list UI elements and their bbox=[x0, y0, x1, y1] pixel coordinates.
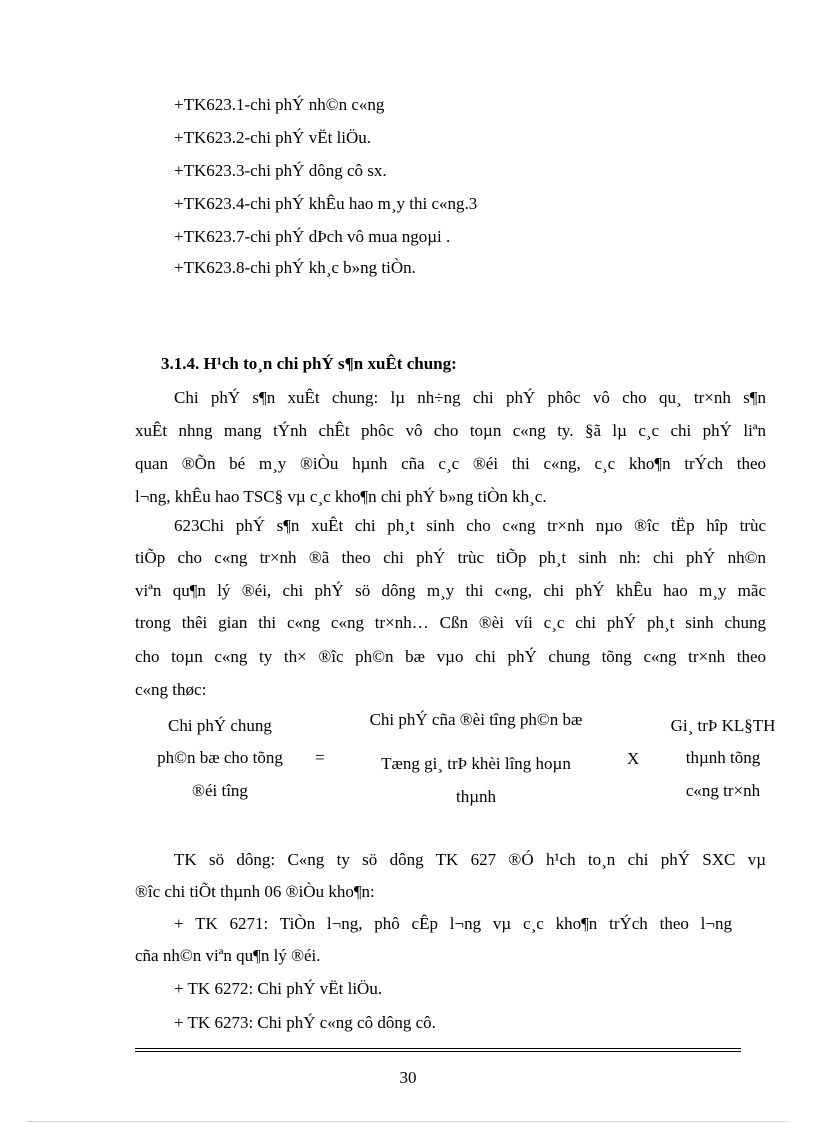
footer-rule-top bbox=[135, 1048, 741, 1049]
formula-right-line: Gi¸ trÞ KL§TH bbox=[670, 716, 776, 735]
formula-multiply-sign: X bbox=[627, 749, 640, 768]
formula-right-line: thµnh tõng bbox=[685, 748, 761, 767]
formula-left-line: ph©n bæ cho tõng bbox=[157, 748, 283, 767]
account-item: + TK 6273: Chi phÝ c«ng cô dông cô. bbox=[174, 1013, 436, 1032]
page-number: 30 bbox=[399, 1068, 417, 1087]
list-item: +TK623.2-chi phÝ vËt liÖu. bbox=[174, 128, 372, 147]
account-item: + TK 6271: TiÒn l¬ng, phô cÊp l¬ng vµ c¸c kho¶n trÝch theo l¬ng bbox=[174, 914, 732, 933]
formula-denominator-line: Tæng gi¸ trÞ khèi lîng hoµn bbox=[381, 754, 571, 773]
paragraph-line: ®îc chi tiÕt thµnh 06 ®iÒu kho¶n: bbox=[135, 882, 375, 901]
formula-right-line: c«ng tr×nh bbox=[685, 781, 761, 800]
paragraph-line: viªn qu¶n lý ®éi, chi phÝ sö dông m¸y thi c«ng, chi phÝ khÊu hao m¸y mãc bbox=[135, 581, 766, 600]
formula-denominator-line: thµnh bbox=[455, 787, 497, 806]
list-item: +TK623.1-chi phÝ nh©n c«ng bbox=[174, 95, 385, 114]
list-item: +TK623.8-chi phÝ kh¸c b»ng tiÒn. bbox=[174, 258, 416, 277]
formula-equals-sign: = bbox=[315, 748, 325, 767]
list-item: +TK623.4-chi phÝ khÊu hao m¸y thi c«ng.3 bbox=[174, 194, 478, 213]
list-item: +TK623.7-chi phÝ dÞch vô mua ngoµi . bbox=[174, 227, 451, 246]
paragraph-line: xuÊt nhng mang tÝnh chÊt phôc vô cho toµn c«ng ty. §ã lµ c¸c chi phÝ liªn bbox=[135, 421, 766, 440]
paragraph-line: Chi phÝ s¶n xuÊt chung: lµ nh÷ng chi phÝ phôc vô cho qu¸ tr×nh s¶n bbox=[174, 388, 766, 407]
paragraph-line: tiÕp cho c«ng tr×nh ®ã theo chi phÝ trùc tiÕp ph¸t sinh nh: chi phÝ nh©n bbox=[135, 548, 766, 567]
paragraph-line: trong thêi gian thi c«ng c«ng tr×nh… Cßn ®èi víi c¸c chi phÝ ph¸t sinh chung bbox=[135, 613, 766, 632]
paragraph-line: l¬ng, khÊu hao TSC§ vµ c¸c kho¶n chi phÝ b»ng tiÒn kh¸c. bbox=[135, 487, 547, 506]
formula-left-line: Chi phÝ chung bbox=[168, 716, 272, 735]
section-heading: 3.1.4. H¹ch to¸n chi phÝ s¶n xuÊt chung: bbox=[161, 354, 457, 373]
account-item: cña nh©n viªn qu¶n lý ®éi. bbox=[135, 946, 321, 965]
paragraph-line: c«ng thøc: bbox=[135, 680, 207, 699]
formula-left-line: ®éi tîng bbox=[192, 781, 248, 800]
paragraph-line: 623Chi phÝ s¶n xuÊt chi ph¸t sinh cho c«ng tr×nh nµo ®îc tËp hîp trùc bbox=[174, 516, 766, 535]
footer-rule-bottom bbox=[135, 1051, 741, 1052]
list-item: +TK623.3-chi phÝ dông cô sx. bbox=[174, 161, 387, 180]
paragraph-line: cho toµn c«ng ty th× ®îc ph©n bæ vµo chi phÝ chung tõng c«ng tr×nh theo bbox=[135, 647, 766, 666]
paragraph-line: quan ®Õn bé m¸y ®iÒu hµnh cña c¸c ®éi thi c«ng, c¸c kho¶n trÝch theo bbox=[135, 454, 766, 473]
paragraph-line: TK sö dông: C«ng ty sö dông TK 627 ®Ó h¹ch to¸n chi phÝ SXC vµ bbox=[174, 850, 766, 869]
page-edge bbox=[27, 1121, 788, 1122]
formula-numerator: Chi phÝ cña ®èi tîng ph©n bæ bbox=[369, 710, 583, 729]
account-item: + TK 6272: Chi phÝ vËt liÖu. bbox=[174, 979, 383, 998]
